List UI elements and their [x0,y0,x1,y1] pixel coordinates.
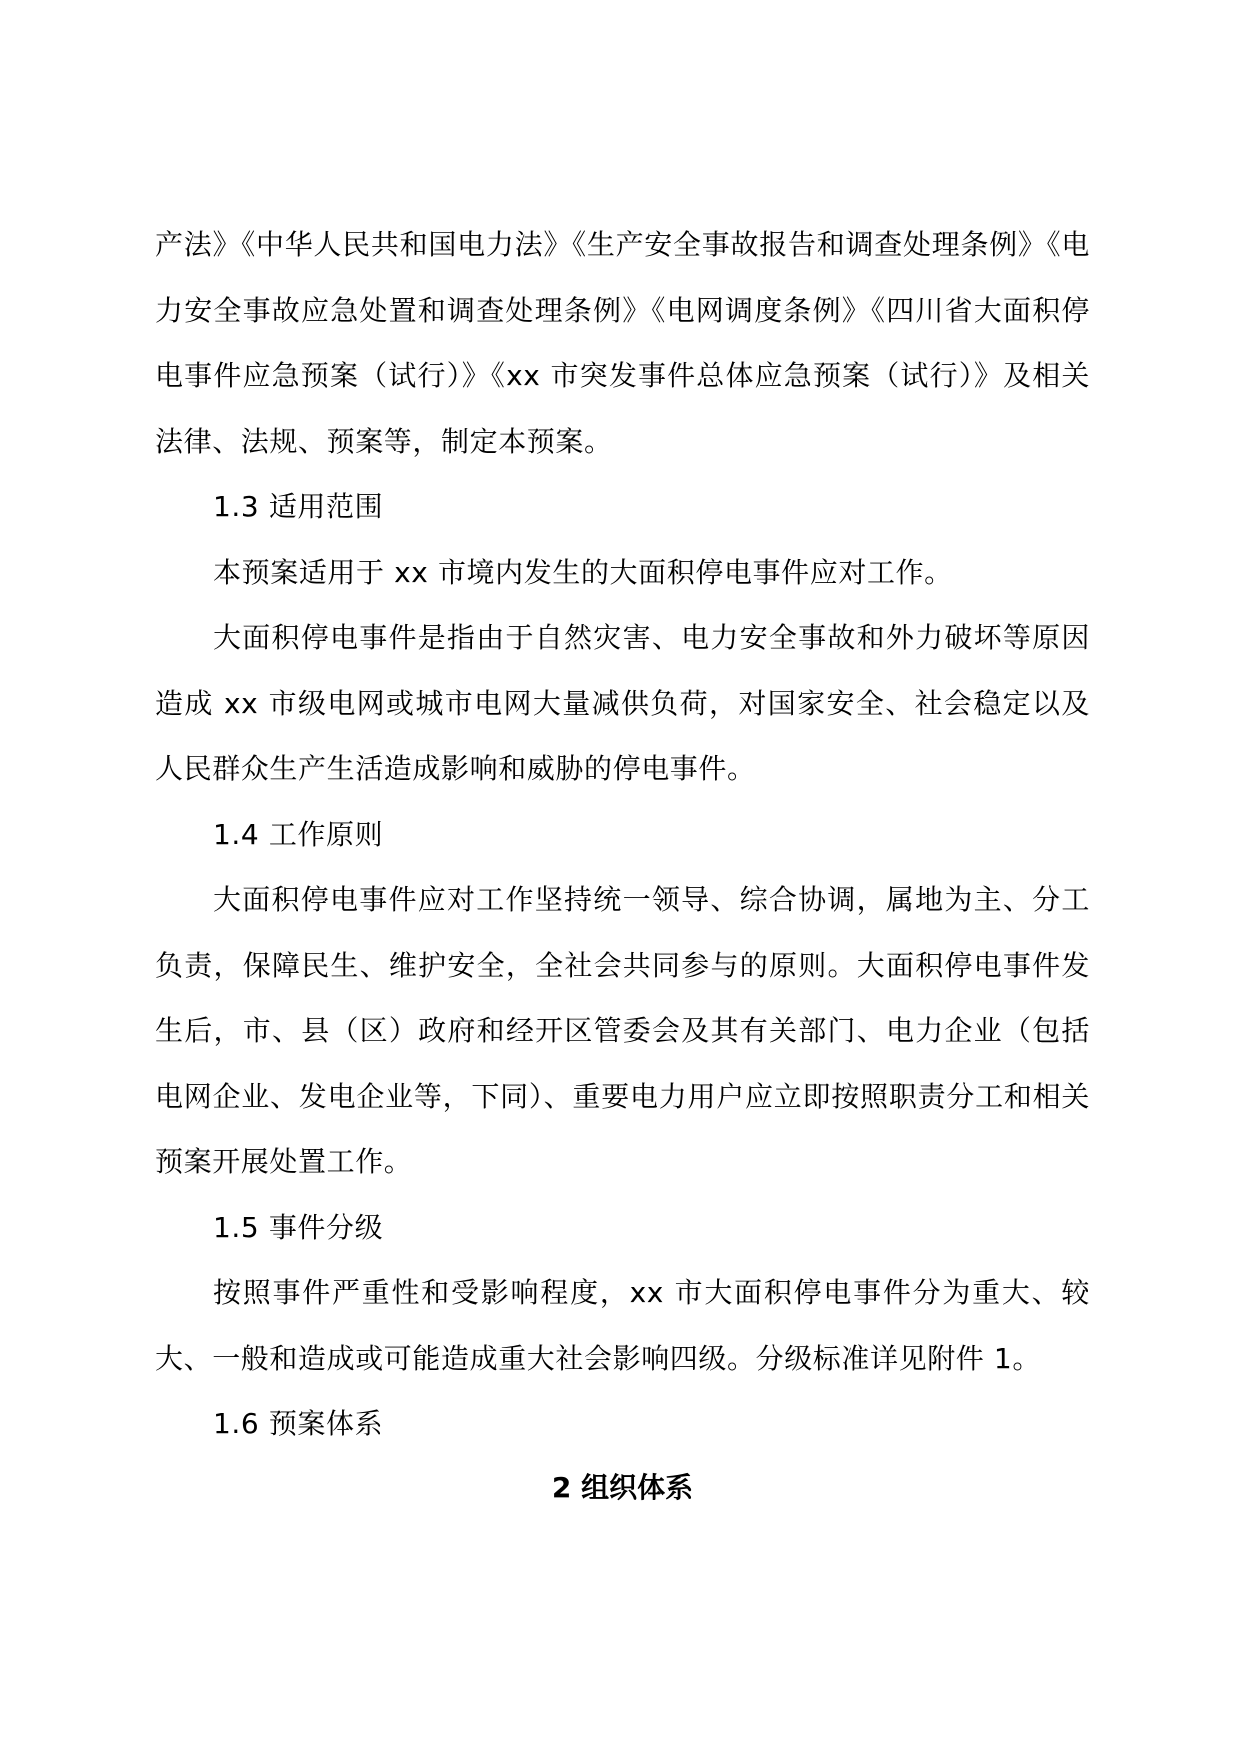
section-heading-1-5: 1.5 事件分级 [213,1210,384,1244]
paragraph-principles: 大面积停电事件应对工作坚持统一领导、综合协调，属地为主、分工负责，保障民生、维护安全，全社会共同参与的原则。大面积停电事件发生后，市、县（区）政府和经开区管委会及其有关部门、电力企业（包括电网企业、发电企业等，下同）、重要电力用户应立即按照职责分工和相关预案开展处置工作。 [155,883,1090,1178]
paragraph-definition: 大面积停电事件是指由于自然灾害、电力安全事故和外力破坏等原因造成 xx 市级电网或城市电网大量减供负荷，对国家安全、社会稳定以及人民群众生产生活造成影响和威胁的停电事件。 [155,621,1090,785]
paragraph-scope: 本预案适用于 xx 市境内发生的大面积停电事件应对工作。 [213,555,953,589]
chapter-title: 2 组织体系 [551,1471,694,1504]
section-heading-1-4: 1.4 工作原则 [213,817,384,851]
section-heading-1-3: 1.3 适用范围 [213,490,384,523]
section-heading-1-6: 1.6 预案体系 [213,1407,384,1440]
paragraph-legal-basis-continuation: 产法》《中华人民共和国电力法》《生产安全事故报告和调查处理条例》《电力安全事故应急处置和调查处理条例》《电网调度条例》《四川省大面积停电事件应急预案（试行）》《xx 市突发事件总体应急预案（试行）》及相关法律、法规、预案等，制定本预案。 [155,228,1090,458]
document-body [155,212,1090,1457]
paragraph-classification: 按照事件严重性和受影响程度，xx 市大面积停电事件分为重大、较大、一般和造成或可能造成重大社会影响四级。分级标准详见附件 1。 [155,1276,1090,1375]
